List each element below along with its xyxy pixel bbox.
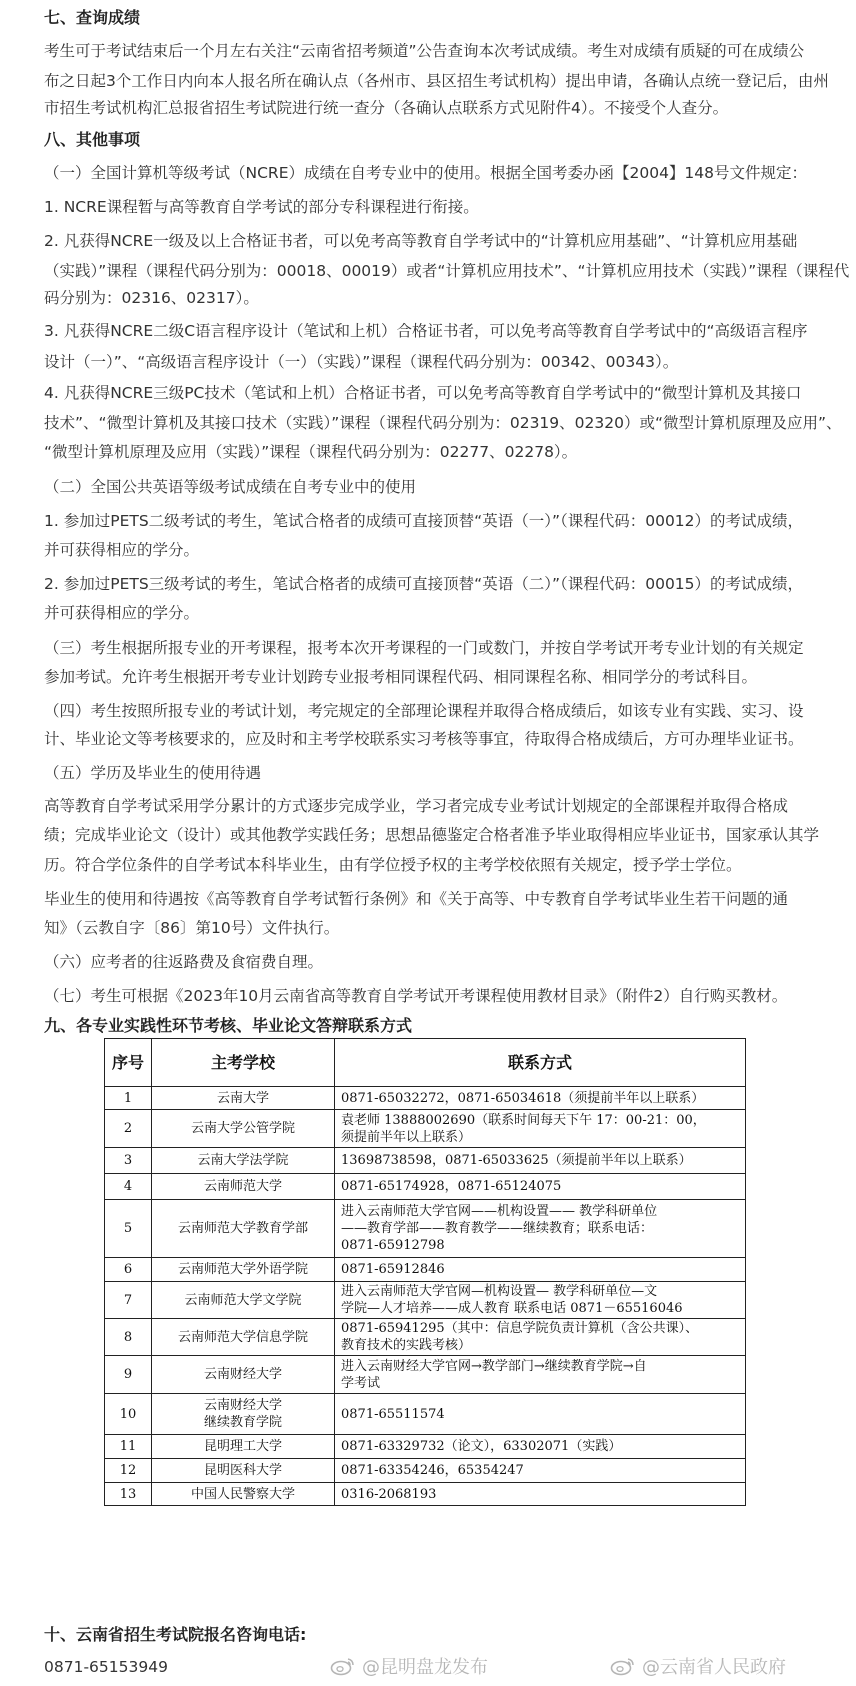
contact-cell: 袁老师 13888002690（联系时间每天下午 17：00-21：00， 须提前半年以上联系） (335, 1110, 746, 1148)
row-number: 10 (105, 1394, 152, 1435)
contact-cell: 0871-65511574 (335, 1394, 746, 1435)
paragraph-line: 考生可于考试结束后一个月左右关注“云南省招考频道”公告查询本次考试成绩。考生对成绩有质疑的可在成绩公 (44, 42, 805, 60)
school-cell: 云南师范大学外语学院 (152, 1258, 335, 1282)
table-row (105, 1319, 746, 1356)
row-number: 11 (105, 1435, 152, 1459)
row-number: 9 (105, 1356, 152, 1394)
weibo-icon (610, 1656, 636, 1676)
paragraph-line: 毕业生的使用和待遇按《高等教育自学考试暂行条例》和《关于高等、中专教育自学考试毕业生若干问题的通 (44, 890, 789, 908)
paragraph-line: 4. 凡获得NCRE三级PC技术（笔试和上机）合格证书者，可以免考高等教育自学考试中的“微型计算机及其接口 (44, 384, 802, 402)
school-cell: 云南师范大学教育学部 (152, 1200, 335, 1258)
consult-phone: 0871-65153949 (44, 1658, 168, 1676)
contact-cell: 进入云南师范大学官网——机构设置—— 教学科研单位 ——教育学部——教育教学——继续教育；联系电话： 0871-65912798 (335, 1200, 746, 1258)
row-number: 7 (105, 1282, 152, 1319)
paragraph-line: 并可获得相应的学分。 (44, 541, 200, 559)
paragraph-line: 布之日起3个工作日内向本人报名所在确认点（各州市、县区招生考试机构）提出申请，各确认点统一登记后，由州 (44, 72, 829, 90)
row-number: 1 (105, 1087, 152, 1110)
table-row (105, 1200, 746, 1258)
table-row (105, 1356, 746, 1394)
paragraph-line: 设计（一）”、“高级语言程序设计（一）（实践）”课程（课程代码分别为：00342、00343）。 (44, 353, 679, 371)
paragraph-line: 码分别为：02316、02317）。 (44, 289, 259, 307)
paragraph-line: 1. NCRE课程暂与高等教育自学考试的部分专科课程进行衔接。 (44, 198, 479, 216)
paragraph-line: （实践）”课程（课程代码分别为：00018、00019）或者“计算机应用技术”、“计算机应用技术（实践）”课程（课程代 (44, 262, 850, 280)
table-row (105, 1258, 746, 1282)
section-9-title: 九、各专业实践性环节考核、毕业论文答辩联系方式 (44, 1016, 413, 1035)
table-row (105, 1110, 746, 1148)
school-cell: 云南大学 (152, 1087, 335, 1110)
paragraph-line: 参加考试。允许考生根据开考专业计划跨专业报考相同课程代码、相同课程名称、相同学分的考试科目。 (44, 668, 758, 686)
paragraph-line: 历。符合学位条件的自学考试本科毕业生，由有学位授予权的主考学校依照有关规定，授予学士学位。 (44, 856, 742, 874)
school-cell: 云南师范大学信息学院 (152, 1319, 335, 1356)
paragraph-line: （六）应考者的往返路费及食宿费自理。 (44, 953, 324, 971)
school-cell: 中国人民警察大学 (152, 1483, 335, 1506)
paragraph-line: 1. 参加过PETS二级考试的考生，笔试合格者的成绩可直接顶替“英语（一）”（课程代码：00012）的考试成绩， (44, 512, 804, 530)
row-number: 12 (105, 1459, 152, 1483)
contact-cell: 0871-63329732（论文），63302071（实践） (335, 1435, 746, 1459)
paragraph-line: 知》（云教自字〔86〕第10号）文件执行。 (44, 919, 340, 937)
school-cell: 云南大学公管学院 (152, 1110, 335, 1148)
contact-cell: 0871-65174928，0871-65124075 (335, 1174, 746, 1200)
header-school: 主考学校 (152, 1039, 335, 1087)
contact-cell: 0316-2068193 (335, 1483, 746, 1506)
paragraph-line: 绩；完成毕业论文（设计）或其他教学实践任务；思想品德鉴定合格者准予毕业取得相应毕业证书，国家承认其学 (44, 826, 820, 844)
row-number: 8 (105, 1319, 152, 1356)
school-cell: 云南大学法学院 (152, 1148, 335, 1174)
contacts-table (104, 1038, 746, 1506)
school-cell: 云南财经大学 继续教育学院 (152, 1394, 335, 1435)
paragraph-line: 技术”、“微型计算机及其接口技术（实践）”课程（课程代码分别为：02319、02320）或“微型计算机原理及应用”、 (44, 414, 842, 432)
row-number: 6 (105, 1258, 152, 1282)
paragraph-line: （五）学历及毕业生的使用待遇 (44, 764, 262, 782)
table-row (105, 1087, 746, 1110)
watermark-panlong (330, 1653, 488, 1679)
school-cell: 云南师范大学 (152, 1174, 335, 1200)
header-no: 序号 (105, 1039, 152, 1087)
paragraph-line: 2. 凡获得NCRE一级及以上合格证书者，可以免考高等教育自学考试中的“计算机应用基础”、“计算机应用基础 (44, 232, 798, 250)
paragraph-line: （一）全国计算机等级考试（NCRE）成绩在自考专业中的使用。根据全国考委办函【2004】148号文件规定： (44, 164, 808, 182)
contact-cell: 进入云南师范大学官网—机构设置— 教学科研单位—文 学院—人才培养——成人教育 联系电话 0871－65516046 (335, 1282, 746, 1319)
watermark-yunnan (610, 1653, 786, 1679)
row-number: 5 (105, 1200, 152, 1258)
weibo-icon (330, 1656, 356, 1676)
paragraph-line: 并可获得相应的学分。 (44, 604, 200, 622)
row-number: 3 (105, 1148, 152, 1174)
contact-cell: 0871-65941295（其中：信息学院负责计算机（含公共课）、 教育技术的实践考核） (335, 1319, 746, 1356)
section-7-title: 七、查询成绩 (44, 8, 141, 27)
paragraph-line: 高等教育自学考试采用学分累计的方式逐步完成学业，学习者完成专业考试计划规定的全部课程并取得合格成 (44, 797, 789, 815)
table-row (105, 1282, 746, 1319)
table-row (105, 1148, 746, 1174)
paragraph-line: 3. 凡获得NCRE二级C语言程序设计（笔试和上机）合格证书者，可以免考高等教育自学考试中的“高级语言程序 (44, 322, 808, 340)
paragraph-line: 市招生考试机构汇总报省招生考试院进行统一查分（各确认点联系方式见附件4）。不接受个人查分。 (44, 99, 729, 117)
table-row (105, 1394, 746, 1435)
paragraph-line: （三）考生根据所报专业的开考课程，报考本次开考课程的一门或数门，并按自学考试开考专业计划的有关规定 (44, 639, 804, 657)
contact-cell: 0871-65032272，0871-65034618（须提前半年以上联系） (335, 1087, 746, 1110)
contact-cell: 13698738598，0871-65033625（须提前半年以上联系） (335, 1148, 746, 1174)
table-row (105, 1435, 746, 1459)
row-number: 13 (105, 1483, 152, 1506)
watermark-text: @云南省人民政府 (642, 1657, 786, 1678)
section-10-title: 十、云南省招生考试院报名咨询电话: (44, 1625, 307, 1644)
paragraph-line: （四）考生按照所报专业的考试计划，考完规定的全部理论课程并取得合格成绩后，如该专业有实践、实习、设 (44, 702, 804, 720)
row-number: 2 (105, 1110, 152, 1148)
school-cell: 昆明医科大学 (152, 1459, 335, 1483)
contact-cell: 0871-63354246，65354247 (335, 1459, 746, 1483)
paragraph-line: “微型计算机原理及应用（实践）”课程（课程代码分别为：02277、02278）。 (44, 443, 578, 461)
paragraph-line: （七）考生可根据《2023年10月云南省高等教育自学考试开考课程使用教材目录》（附件2）自行购买教材。 (44, 987, 788, 1005)
table-header-row (105, 1039, 746, 1087)
table-row (105, 1483, 746, 1506)
header-contact: 联系方式 (335, 1039, 746, 1087)
section-8-title: 八、其他事项 (44, 130, 141, 149)
paragraph-line: （二）全国公共英语等级考试成绩在自考专业中的使用 (44, 478, 417, 496)
school-cell: 云南财经大学 (152, 1356, 335, 1394)
contact-cell: 0871-65912846 (335, 1258, 746, 1282)
paragraph-line: 2. 参加过PETS三级考试的考生，笔试合格者的成绩可直接顶替“英语（二）”（课程代码：00015）的考试成绩， (44, 575, 804, 593)
contact-cell: 进入云南财经大学官网→教学部门→继续教育学院→自 学考试 (335, 1356, 746, 1394)
row-number: 4 (105, 1174, 152, 1200)
school-cell: 云南师范大学文学院 (152, 1282, 335, 1319)
paragraph-line: 计、毕业论文等考核要求的，应及时和主考学校联系实习考核等事宜，待取得合格成绩后，方可办理毕业证书。 (44, 730, 804, 748)
school-cell: 昆明理工大学 (152, 1435, 335, 1459)
watermark-text: @昆明盘龙发布 (362, 1657, 488, 1678)
table-row (105, 1459, 746, 1483)
table-row (105, 1174, 746, 1200)
